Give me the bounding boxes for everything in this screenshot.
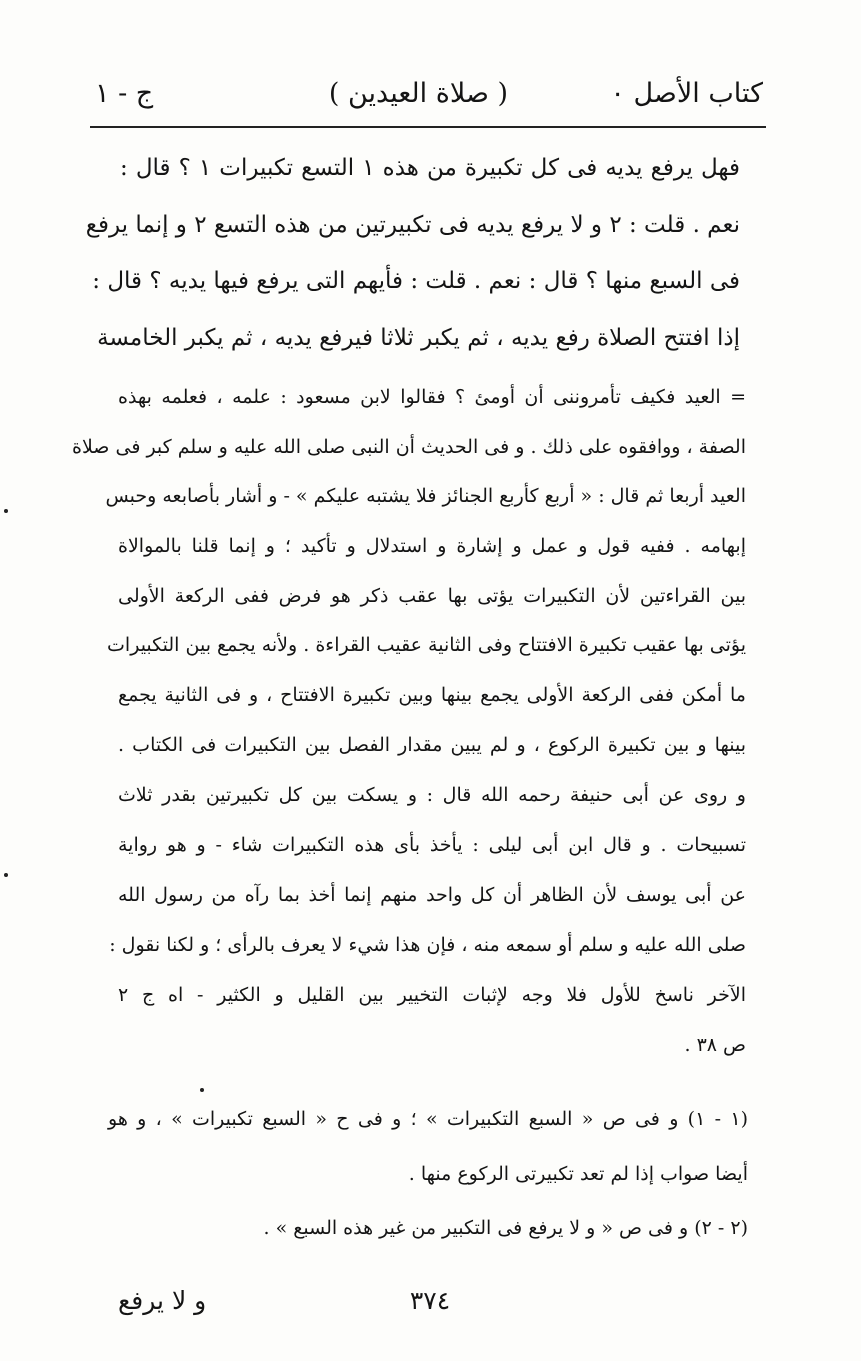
catchword: و لا يرفع [118,1286,207,1315]
footnote-line: بينها و بين تكبيرة الركوع ، و لم يبين مقدار الفصل بين التكبيرات فى الكتاب . [118,734,746,756]
textual-note: (٢ - ٢) و فى ص « و لا يرفع فى التكبير من غير هذه السبع » . [263,1217,748,1239]
scan-speck [4,509,8,513]
footnote-line: العيد أربعا ثم قال : « أربع كأربع الجنائز فلا يشتبه عليكم » - و أشار بأصابعه وحبس [105,485,746,507]
running-header [95,78,763,122]
textual-note: (١ - ١) و فى ص « السبع التكبيرات » ؛ و فى ح « السبع تكبيرات » ، و هو [108,1108,749,1130]
footnote-line: تسبيحات . و قال ابن أبى ليلى : يأخذ بأى هذه التكبيرات شاء - و هو رواية [118,834,746,856]
chapter-title: ( صلاة العيدين ) [328,78,508,109]
page-number: ٣٧٤ [409,1286,451,1315]
footnote-line: صلى الله عليه و سلم أو سمعه منه ، فإن هذا شيء لا يعرف بالرأى ؛ و لكنا نقول : [109,934,746,956]
main-text-line: نعم . قلت : ٢ و لا يرفع يديه فى تكبيرتين من هذه التسع ٢ و إنما يرفع [85,212,740,238]
volume-number: ج - ١ [95,78,154,109]
footnote-line: و روى عن أبى حنيفة رحمه الله قال : و يسكت بين كل تكبيرتين بقدر ثلاث [118,784,746,806]
footnote-line: بين القراءتين لأن التكبيرات يؤتى بها عقب ذكر هو فرض ففى الركعة الأولى [118,585,746,607]
scan-speck [200,1088,204,1092]
footnote-line: ص ٣٨ . [684,1034,746,1056]
footnote-line: يؤتى بها عقيب تكبيرة الافتتاح وفى الثانية عقيب القراءة . ولأنه يجمع بين التكبيرات [107,634,746,656]
footnote-line: الصفة ، ووافقوه على ذلك . و فى الحديث أن النبى صلى الله عليه و سلم كبر فى صلاة [72,436,746,458]
book-title: كتاب الأصل ٠ [610,78,763,109]
header-rule [90,126,766,128]
textual-note: أيضا صواب إذا لم تعد تكبيرتى الركوع منها . [408,1163,748,1185]
main-text-line: فهل يرفع يديه فى كل تكبيرة من هذه ١ التسع تكبيرات ١ ؟ قال : [120,155,741,181]
footnote-line: الآخر ناسخ للأول فلا وجه لإثبات التخيير بين القليل و الكثير - اه ج ٢ [118,984,746,1006]
footnote-line: = العيد فكيف تأمروننى أن أومئ ؟ فقالوا لابن مسعود : علمه ، فعلمه بهذه [118,386,746,408]
footnote-line: ما أمكن ففى الركعة الأولى يجمع بينها وبين تكبيرة الافتتاح ، و فى الثانية يجمع [118,684,746,706]
main-text-line: فى السبع منها ؟ قال : نعم . قلت : فأيهم التى يرفع فيها يديه ؟ قال : [92,268,740,294]
scan-speck [4,873,8,877]
main-text-line: إذا افتتح الصلاة رفع يديه ، ثم يكبر ثلاثا فيرفع يديه ، ثم يكبر الخامسة [97,325,740,351]
footnote-line: إبهامه . ففيه قول و عمل و إشارة و استدلال و تأكيد ؛ و إنما قلنا بالموالاة [118,535,746,557]
footnote-line: عن أبى يوسف لأن الظاهر أن كل واحد منهم إنما أخذ بما رآه من رسول الله [118,884,746,906]
